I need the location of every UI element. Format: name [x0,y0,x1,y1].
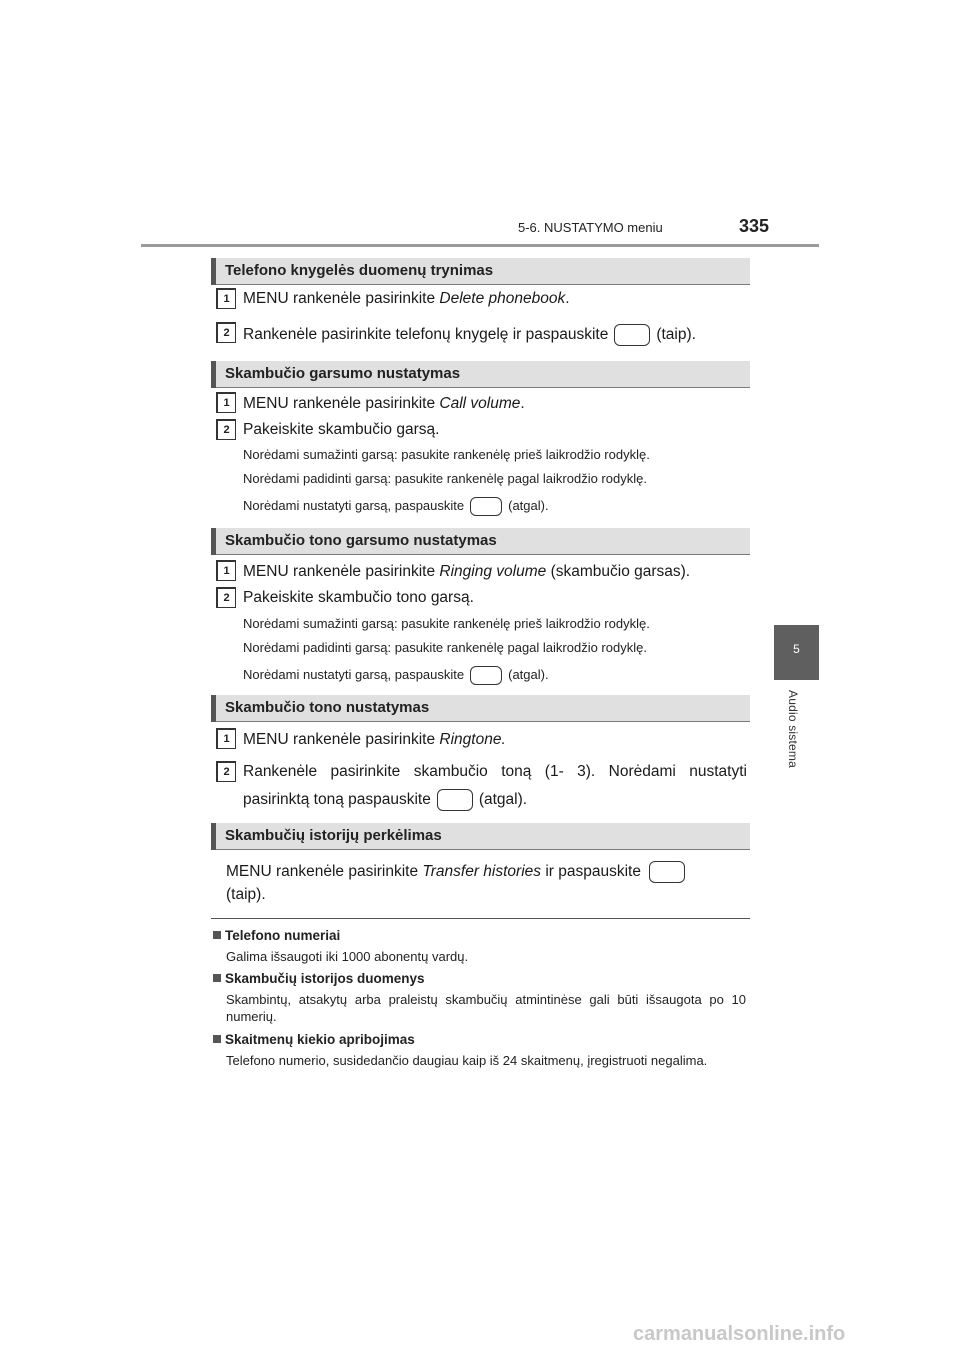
step-number: 2 [216,587,236,608]
header-divider [141,244,819,247]
note-text: Skambintų, atsakytų arba praleistų skambučių atmintinėse gali būti išsaugota po 10 numerių. [226,992,746,1024]
watermark: carmanualsonline.info [633,1323,846,1345]
step-text: pasirinktą toną paspauskite (atgal). [243,789,527,811]
step-text: MENU rankenėle pasirinkite Transfer histories ir paspauskite [226,861,746,883]
square-bullet-icon [213,974,221,982]
step-text: Rankenėle pasirinkite telefonų knygelę ir paspauskite (taip). [243,324,696,346]
button-icon [470,497,502,516]
chapter-tab-label: Audio sistema [786,690,800,768]
button-icon [470,666,502,685]
step-number: 2 [216,322,236,343]
instruction-note: Norėdami sumažinti garsą: pasukite rankenėlę prieš laikrodžio rodyklę. [243,616,650,631]
square-bullet-icon [213,1035,221,1043]
note-text: Telefono numerio, susidedančio daugiau kaip iš 24 skaitmenų, įregistruoti negalima. [226,1053,708,1068]
note-heading: Skaitmenų kiekio apribojimas [213,1032,415,1047]
step-text: Pakeiskite skambučio garsą. [243,421,440,438]
button-icon [437,789,473,811]
step-text: MENU rankenėle pasirinkite Call volume. [243,395,525,412]
section-heading-ringing-volume: Skambučio tono garsumo nustatymas [211,528,750,555]
step-text: MENU rankenėle pasirinkite Ringing volume (skambučio garsas). [243,563,691,580]
instruction-note: Norėdami nustatyti garsą, paspauskite (atgal). [243,666,549,685]
note-heading: Telefono numeriai [213,928,340,943]
step-number: 1 [216,560,236,581]
instruction-note: Norėdami padidinti garsą: pasukite rankenėlę pagal laikrodžio rodyklę. [243,471,647,486]
step-number: 1 [216,392,236,413]
step-text: (taip). [226,886,266,903]
note-heading: Skambučių istorijos duomenys [213,971,425,986]
step-number: 2 [216,419,236,440]
square-bullet-icon [213,931,221,939]
chapter-tab: 5 [774,625,819,680]
step-number: 2 [216,761,236,782]
button-icon [649,861,685,883]
instruction-note: Norėdami padidinti garsą: pasukite rankenėlę pagal laikrodžio rodyklę. [243,640,647,655]
section-heading-call-volume: Skambučio garsumo nustatymas [211,361,750,388]
notes-divider [211,918,750,919]
instruction-note: Norėdami sumažinti garsą: pasukite rankenėlę prieš laikrodžio rodyklę. [243,447,650,462]
instruction-note: Norėdami nustatyti garsą, paspauskite (atgal). [243,497,549,516]
chapter-title: 5-6. NUSTATYMO meniu [518,220,663,235]
page-number: 335 [739,216,770,236]
button-icon [614,324,650,346]
step-text: MENU rankenėle pasirinkite Ringtone. [243,731,506,748]
note-text: Galima išsaugoti iki 1000 abonentų vardų. [226,949,469,964]
step-text: MENU rankenėle pasirinkite Delete phonebook. [243,290,570,307]
step-number: 1 [216,728,236,749]
step-text: Pakeiskite skambučio tono garsą. [243,589,474,606]
section-heading-transfer-histories: Skambučių istorijų perkėlimas [211,823,750,850]
step-number: 1 [216,288,236,309]
step-text: Rankenėle pasirinkite skambučio toną (1- 3). Norėdami nustatyti [243,763,747,780]
section-heading-delete-phonebook: Telefono knygelės duomenų trynimas [211,258,750,285]
section-heading-ringtone: Skambučio tono nustatymas [211,695,750,722]
